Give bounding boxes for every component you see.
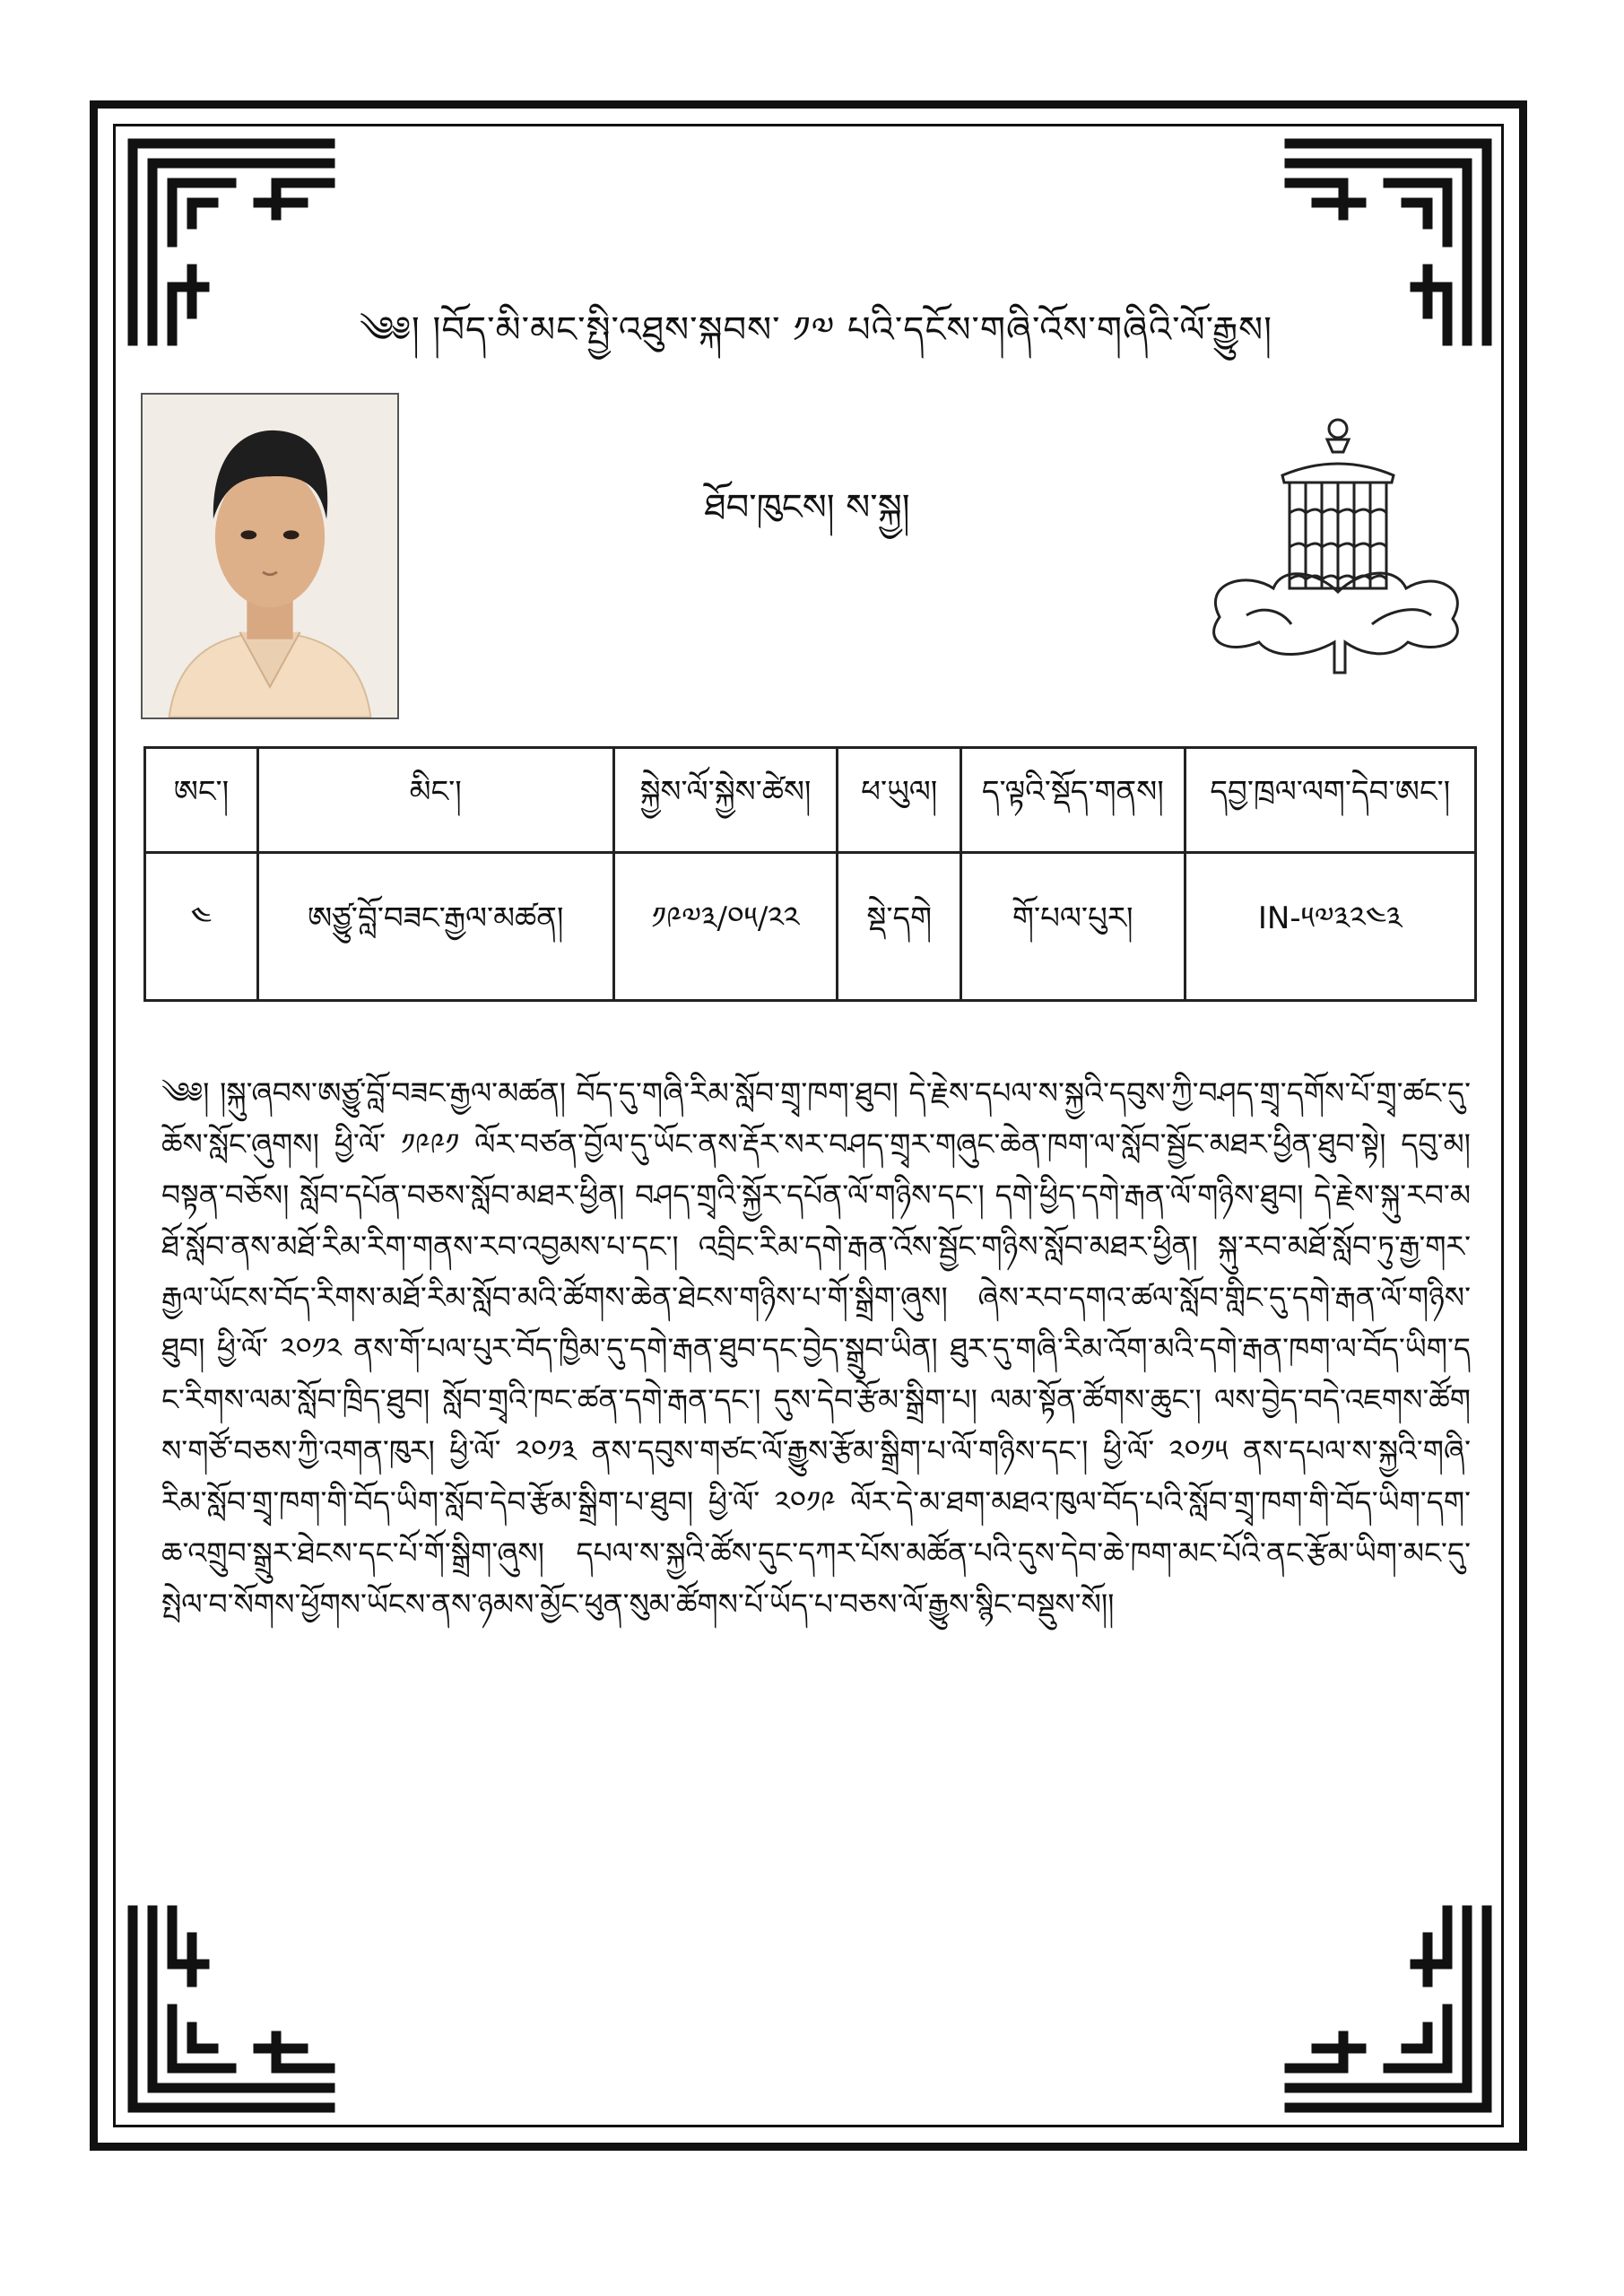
header-birth-date: སྐྱེས་ལོ་སྐྱེས་ཚེས།	[613, 748, 838, 853]
biography-paragraph: ༄༅། །སྐུ་ཞབས་ཨཙྱུ་བློ་བཟང་རྒྱལ་མཚན། བོད་དུ་གཞི་རིམ་སློབ་གྲྭ་ཁག་ཐུབ། དེ་རྗེས་དཔལ་ས་སྐྱའི་དབུས་ཀྱི་བཤད་གྲྭ་དགོས་པོ་གྲྭ་ཚང་དུ་ཆོས་སློང་ཞུགས། ཕྱི་ལོ་ ༡༩༩༡ ལོར་བཙན་བྱོལ་དུ་ཡོང་ནས་རྡོར་སར་བཤད་གྲྭར་གཞུང་ཆེན་ཁག་ལ་སློབ་སྦྱོང་མཐར་ཕྱིན་ཐུབ་སྟེ། དབུ་མ། བསྟན་བཅོས། སློབ་དཔོན་བཅས་སློབ་མཐར་ཕྱིན། བཤད་གྲྭའི་སྐྱོར་དཔོན་ལོ་གཉིས་དང་། དགེ་ཕྱིད་དགེ་རྒན་ལོ་གཉིས་ཐུབ། དེ་རྗེས་སྐུ་རབ་མཐོ་སློབ་ནས་མཐོ་རིམ་རིག་གནས་རབ་འབྱམས་པ་དང་། འབྲིང་རིམ་དགེ་རྒན་འོས་སྦྱོང་གཉིས་སློབ་མཐར་ཕྱིན། སྐུ་རབ་མཐོ་སློབ་ཏུ་རྒྱ་གར་རྒྱལ་ཡོངས་བོད་རིགས་མཐོ་རིམ་སློབ་མའི་ཚོགས་ཆེན་ཐེངས་གཉིས་པ་གོ་སྒྲིག་ཞུས། ཞེས་རབ་དགའ་ཚལ་སློབ་གླིང་དུ་དགེ་རྒན་ལོ་གཉིས་ཐུབ། ཕྱི་ལོ་ ༢༠༡༢ ནས་གོ་པལ་པུར་བོད་ཁྱིམ་དུ་དགེ་རྒན་ཐུབ་དང་བྱེད་སྒྲུབ་ཡིན། ཐུར་དུ་གཞི་རིམ་འོག་མའི་དགེ་རྒན་ཁག་ལ་བོད་ཡིག་དང་རིགས་ལམ་སློབ་ཁྲིད་ཐུབ། སློབ་གྲྭའི་ཁང་ཚན་དགེ་རྒན་དང་། དུས་དེབ་རྩོམ་སྒྲིག་པ། ལམ་སྟོན་ཚོགས་ཆུང་། ལས་བྱེད་བདེ་འཇགས་ཚོགས་གཙོ་བཅས་ཀྱི་འགན་ཁུར། ཕྱི་ལོ་ ༢༠༡༣ ནས་དབུས་གཙང་ལོ་རྒྱུས་རྩོམ་སྒྲིག་པ་ལོ་གཉིས་དང་། ཕྱི་ལོ་ ༢༠༡༥ ནས་དཔལ་ས་སྐྱའི་གཞི་རིམ་སློབ་གྲྭ་ཁག་གི་བོད་ཡིག་སློབ་དེབ་རྩོམ་སྒྲིག་པ་ཐུབ། ཕྱི་ལོ་ ༢༠༡༩ ལོར་དེ་མ་ཐག་མཐའ་ཁུལ་བོད་པའི་སློབ་གྲྭ་ཁག་གི་བོད་ཡིག་དག་ཆ་འགྲུབ་སྒྲུར་ཐེངས་དང་པོ་གོ་སྒྲིག་ཞུས། དཔལ་ས་སྐྱའི་ཚོས་དུང་དཀར་པོས་མཚོན་པའི་དུས་དེབ་ཆེ་ཁག་མང་པོའི་ནང་རྩོམ་ཡིག་མང་དུ་སྤེལ་བ་སོགས་ཕྱོགས་ཡོངས་ནས་ཉམས་མྱོང་ཕུན་སུམ་ཚོགས་པོ་ཡོད་པ་བཅས་ལོ་རྒྱུས་སྙིང་བསྡུས་སོ།།	[161, 1075, 1471, 1622]
cell-birth-date: ༡༩༧༣/༠༥/༢༢	[613, 853, 838, 1001]
header-native-place: ཕ་ཡུལ།	[838, 748, 961, 853]
constituency-label: ཐོབ་ཁུངས། ས་སྐྱ།	[704, 487, 910, 528]
header-current-residence: ད་ལྟའི་སྡོད་གནས།	[961, 748, 1185, 853]
candidate-photo	[141, 393, 399, 719]
cell-current-residence: གོ་པལ་པུར།	[961, 853, 1185, 1001]
corner-ornament-bottom-left-icon	[124, 1901, 339, 2117]
page-title: ༄༅། །བོད་མི་མང་སྤྱི་འཐུས་སྐབས་ ༡༧ པའི་དངོས་གཞི་འོས་གཞིའི་ལོ་རྒྱུས།	[359, 309, 1273, 351]
cell-green-book-number: IN-༥༧༣༢༤༣	[1185, 853, 1475, 1001]
candidate-info-table	[143, 746, 1477, 1002]
corner-ornament-bottom-right-icon	[1281, 1901, 1496, 2117]
table-row	[145, 853, 1476, 1001]
corner-ornament-top-left-icon	[124, 135, 339, 350]
corner-ornament-top-right-icon	[1281, 135, 1496, 350]
header-name: མིང་།	[257, 748, 613, 853]
cell-name: ཨཙྱུ་བློ་བཟང་རྒྱལ་མཚན།	[257, 853, 613, 1001]
header-number: ཨང་།	[145, 748, 258, 853]
table-header-row	[145, 748, 1476, 853]
header-green-book-number: དབྱ་ཁྲལ་ལག་དེབ་ཨང་།	[1185, 748, 1475, 853]
prayer-wheel-icon	[1184, 413, 1480, 691]
cell-native-place: སྡེ་དགེ	[838, 853, 961, 1001]
cell-number: ༤	[145, 853, 258, 1001]
